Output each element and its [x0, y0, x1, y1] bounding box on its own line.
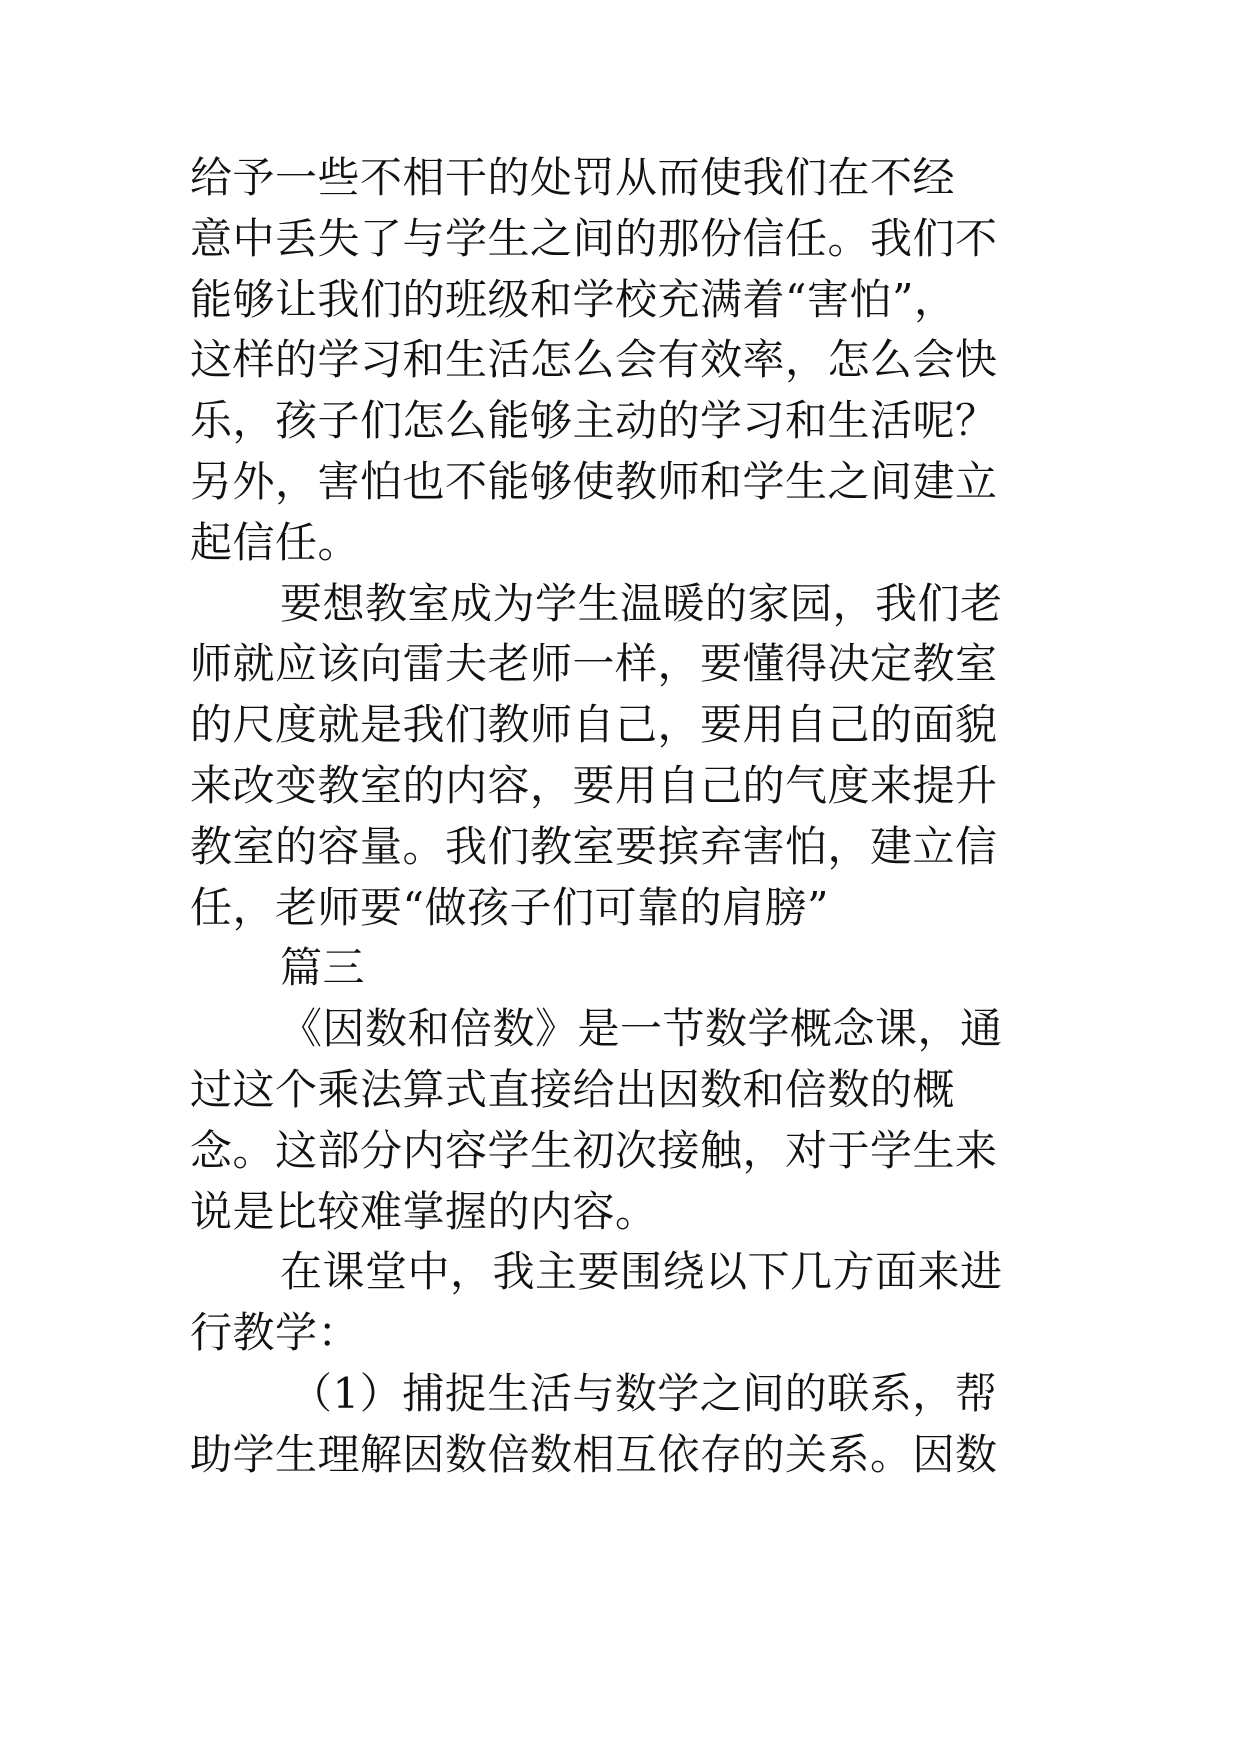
- list-item-line: （1）捕捉生活与数学之间的联系，帮: [290, 1368, 998, 1418]
- text-line: 的尺度就是我们教师自己，要用自己的面貌: [190, 700, 998, 750]
- text-line: 任，老师要“做孩子们可靠的肩膀”: [190, 882, 829, 932]
- text-line: 助学生理解因数倍数相互依存的关系。因数: [190, 1429, 998, 1479]
- text-line: 说是比较难掌握的内容。: [190, 1186, 658, 1236]
- text-line: 乐，孩子们怎么能够主动的学习和生活呢？: [190, 396, 998, 446]
- text-line: 念。这部分内容学生初次接触，对于学生来: [190, 1125, 998, 1175]
- text-line: 师就应该向雷夫老师一样，要懂得决定教室: [190, 639, 998, 689]
- paragraph-start-line: 在课堂中，我主要围绕以下几方面来进: [280, 1247, 1003, 1297]
- text-line: 能够让我们的班级和学校充满着“害怕”，: [190, 274, 957, 324]
- text-line: 教室的容量。我们教室要摈弃害怕，建立信: [190, 821, 998, 871]
- paragraph-start-line: 要想教室成为学生温暖的家园，我们老: [280, 578, 1003, 628]
- body-text: [190, 148, 1090, 1486]
- text-line: 来改变教室的内容，要用自己的气度来提升: [190, 760, 998, 810]
- section-heading: 篇三: [280, 943, 366, 993]
- text-line: 另外，害怕也不能够使教师和学生之间建立: [190, 456, 998, 506]
- text-line: 过这个乘法算式直接给出因数和倍数的概: [190, 1064, 956, 1114]
- text-line: 起信任。: [190, 517, 361, 567]
- text-line: 给予一些不相干的处罚从而使我们在不经: [190, 153, 956, 202]
- text-line: 行教学：: [190, 1308, 361, 1358]
- paragraph-start-line: 《因数和倍数》是一节数学概念课，通: [280, 1004, 1003, 1054]
- text-line: 意中丢失了与学生之间的那份信任。我们不: [190, 213, 998, 263]
- text-line: 这样的学习和生活怎么会有效率，怎么会快: [190, 335, 998, 385]
